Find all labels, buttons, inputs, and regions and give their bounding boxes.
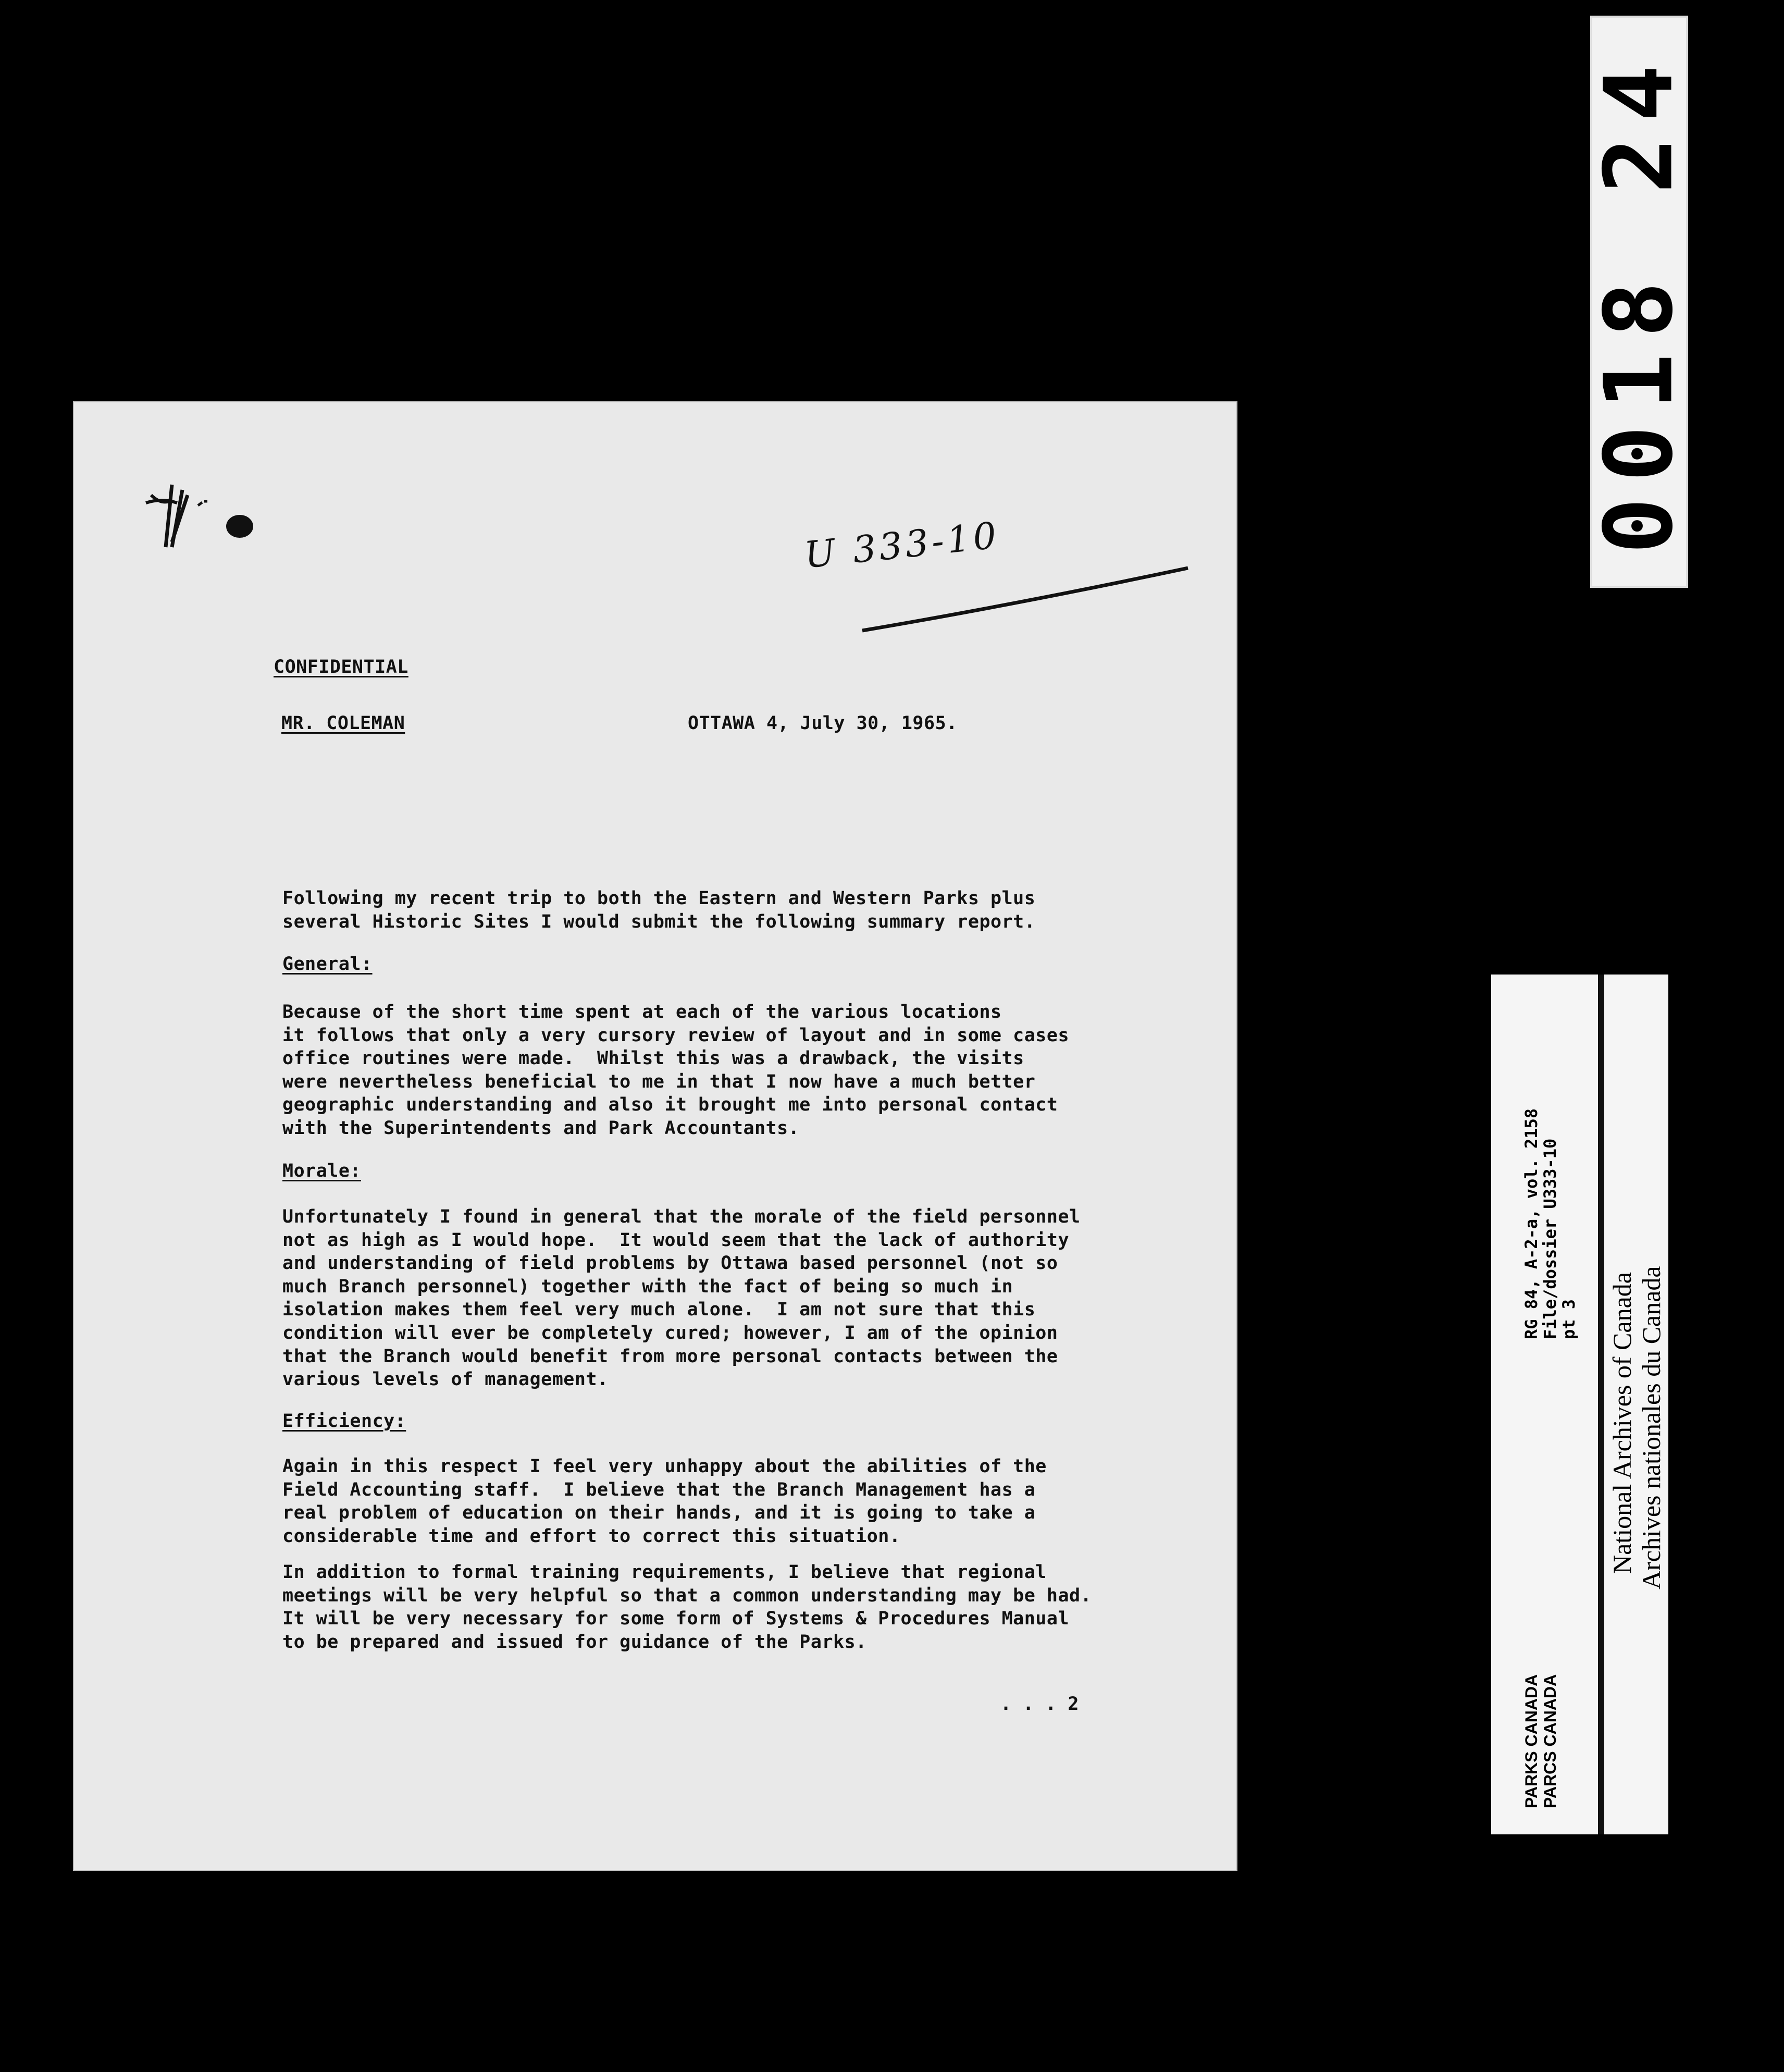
efficiency-paragraph: Again in this respect I feel very unhappy about the abilities of the Field Accounting staff. I believe that the Branch Management has a real problem of education on their hands, and it is going to take a considerable time and effort to correct this situation. — [282, 1456, 1047, 1547]
page-continuation: . . . 2 — [1000, 1694, 1080, 1715]
agency-name-fr: PARCS CANADA — [1541, 1674, 1559, 1808]
handwritten-initials — [135, 474, 271, 563]
reference-line-1: RG 84, A-2-a, vol. 2158 — [1521, 1108, 1541, 1339]
classification-heading: CONFIDENTIAL — [274, 657, 408, 677]
efficiency-heading: Efficiency: — [282, 1411, 406, 1432]
general-paragraph: Because of the short time spent at each of the various locations it follows that only a very cursory review of layout and in some cases office routines were made. Whilst this was a drawback, the visits were nevertheless beneficial to me in that I now have a much better geographic understanding and also it brought me into personal contact with the Superintendents and Park Accountants. — [282, 1002, 1070, 1139]
archive-name-en: National Archives of Canada — [1607, 1272, 1637, 1574]
morale-heading: Morale: — [282, 1161, 362, 1181]
agency-name-en: PARKS CANADA — [1522, 1674, 1541, 1808]
place-date: OTTAWA 4, July 30, 1965. — [688, 713, 958, 734]
morale-paragraph: Unfortunately I found in general that the morale of the field personnel not as high as I would hope. It would seem that the lack of authority and understanding of field problems by Ottawa based personnel (not so much Branch personnel) together with the fact of being so much in isolation makes them feel very much alone. I am not sure that this condition will ever be completely cured; however, I am of the opinion that the Branch would benefit from more personal contacts between the various levels of management. — [282, 1206, 1081, 1390]
general-heading: General: — [282, 954, 373, 975]
label-divider — [1598, 975, 1604, 1834]
document-page — [73, 401, 1237, 1871]
training-paragraph: In addition to formal training requirements, I believe that regional meetings will be very helpful so that a common understanding may be had. It will be very necessary for some form of Systems & Procedures Manual to be prepared and issued for guidance of the Parks. — [282, 1562, 1092, 1652]
addressee: MR. COLEMAN — [281, 713, 405, 734]
reference-line-2: File/dossier U333-10 — [1540, 1138, 1560, 1339]
frame-number-strip — [1584, 16, 1694, 588]
handwritten-stroke — [860, 558, 1193, 636]
frame-number: 0018 24 — [1584, 49, 1694, 554]
archive-label — [1491, 975, 1668, 1834]
intro-paragraph: Following my recent trip to both the Eastern and Western Parks plus several Historic Sites I would submit the following summary report. — [282, 888, 1036, 932]
handwritten-file-ref: U 333-10 — [802, 513, 1002, 577]
archive-name-fr: Archives nationales du Canada — [1637, 1266, 1666, 1589]
reference-line-3: pt 3 — [1559, 1299, 1579, 1339]
